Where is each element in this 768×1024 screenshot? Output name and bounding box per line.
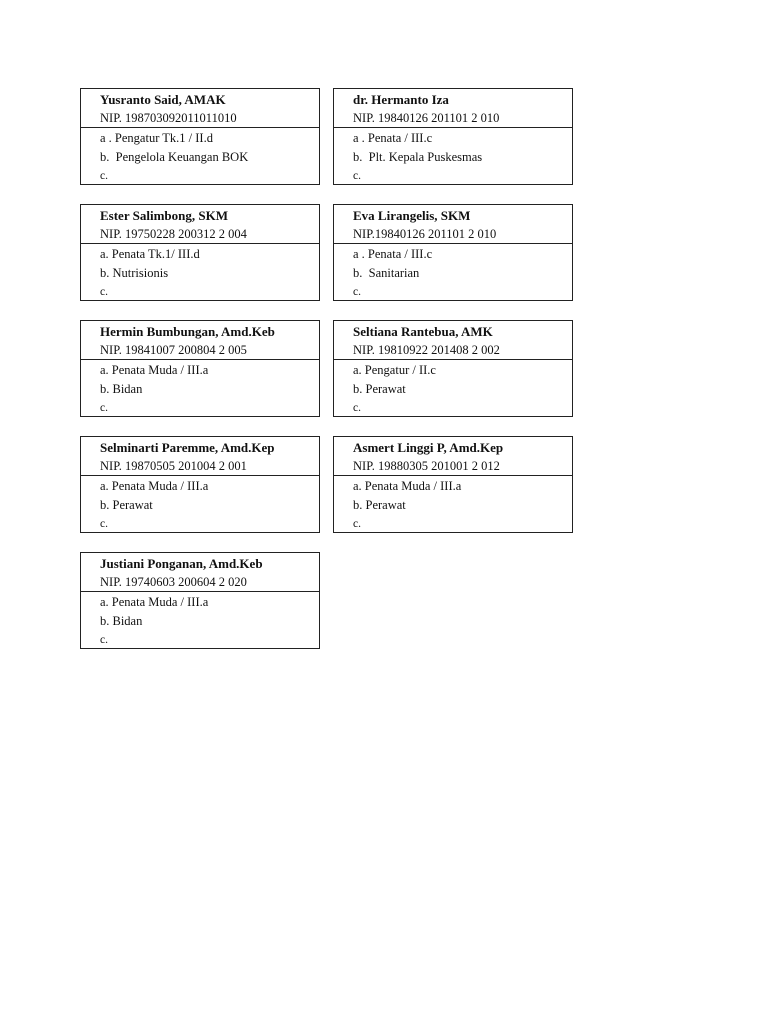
staff-position: b. Sanitarian xyxy=(353,266,420,280)
staff-card-body xyxy=(334,128,572,186)
staff-rank: a . Penata / III.c xyxy=(353,131,433,145)
staff-nip: NIP. 19870505 201004 2 001 xyxy=(100,459,247,473)
staff-card-header xyxy=(81,321,319,360)
staff-card-body xyxy=(334,476,572,534)
staff-rank: a. Penata Muda / III.a xyxy=(353,479,462,493)
staff-position: b. Plt. Kepala Puskesmas xyxy=(353,150,483,164)
staff-nip: NIP. 19840126 201101 2 010 xyxy=(353,111,500,125)
staff-card xyxy=(80,204,320,301)
staff-note: c. xyxy=(100,402,108,414)
staff-card-body xyxy=(81,476,319,534)
staff-rank: a . Penata / III.c xyxy=(353,247,433,261)
staff-card xyxy=(333,436,573,533)
staff-card-body xyxy=(334,360,572,418)
staff-card-header xyxy=(334,205,572,244)
staff-name: Eva Lirangelis, SKM xyxy=(353,208,471,223)
staff-name: Yusranto Said, AMAK xyxy=(100,92,226,107)
staff-rank: a. Pengatur / II.c xyxy=(353,363,436,377)
staff-card-header xyxy=(81,553,319,592)
staff-card-header xyxy=(334,437,572,476)
staff-card-body xyxy=(334,244,572,302)
staff-name: Asmert Linggi P, Amd.Kep xyxy=(353,440,504,455)
staff-card-header xyxy=(334,89,572,128)
staff-name: dr. Hermanto Iza xyxy=(353,92,449,107)
staff-card-body xyxy=(81,128,319,186)
staff-card-grid xyxy=(80,88,573,649)
staff-card xyxy=(80,320,320,417)
staff-position: b. Perawat xyxy=(353,382,406,396)
staff-nip: NIP. 19841007 200804 2 005 xyxy=(100,343,247,357)
staff-card xyxy=(333,204,573,301)
staff-rank: a . Pengatur Tk.1 / II.d xyxy=(100,131,213,145)
staff-nip: NIP. 19810922 201408 2 002 xyxy=(353,343,500,357)
staff-position: b. Bidan xyxy=(100,382,143,396)
staff-name: Ester Salimbong, SKM xyxy=(100,208,228,223)
staff-nip: NIP.19840126 201101 2 010 xyxy=(353,227,497,241)
staff-card xyxy=(80,88,320,185)
staff-name: Seltiana Rantebua, AMK xyxy=(353,324,493,339)
staff-name: Selminarti Paremme, Amd.Kep xyxy=(100,440,275,455)
staff-name: Hermin Bumbungan, Amd.Keb xyxy=(100,324,275,339)
staff-note: c. xyxy=(100,518,108,530)
staff-card-body xyxy=(81,360,319,418)
staff-note: c. xyxy=(100,634,108,646)
staff-card xyxy=(333,320,573,417)
staff-position: b. Bidan xyxy=(100,614,143,628)
staff-note: c. xyxy=(353,286,361,298)
staff-nip: NIP. 19880305 201001 2 012 xyxy=(353,459,500,473)
staff-position: b. Nutrisionis xyxy=(100,266,169,280)
staff-card-body xyxy=(81,592,319,650)
staff-card-header xyxy=(81,205,319,244)
staff-position: b. Pengelola Keuangan BOK xyxy=(100,150,249,164)
staff-note: c. xyxy=(100,286,108,298)
staff-rank: a. Penata Muda / III.a xyxy=(100,363,209,377)
staff-card-header xyxy=(334,321,572,360)
staff-card-header xyxy=(81,89,319,128)
staff-note: c. xyxy=(353,402,361,414)
staff-rank: a. Penata Muda / III.a xyxy=(100,595,209,609)
staff-note: c. xyxy=(100,170,108,182)
staff-note: c. xyxy=(353,518,361,530)
staff-card-body xyxy=(81,244,319,302)
staff-card xyxy=(333,88,573,185)
staff-rank: a. Penata Muda / III.a xyxy=(100,479,209,493)
staff-nip: NIP. 19750228 200312 2 004 xyxy=(100,227,247,241)
staff-nip: NIP. 19740603 200604 2 020 xyxy=(100,575,247,589)
staff-card xyxy=(80,436,320,533)
staff-note: c. xyxy=(353,170,361,182)
staff-card-header xyxy=(81,437,319,476)
staff-card xyxy=(80,552,320,649)
staff-position: b. Perawat xyxy=(100,498,153,512)
staff-rank: a. Penata Tk.1/ III.d xyxy=(100,247,200,261)
staff-name: Justiani Ponganan, Amd.Keb xyxy=(100,556,263,571)
staff-nip: NIP. 198703092011011010 xyxy=(100,111,237,125)
staff-position: b. Perawat xyxy=(353,498,406,512)
